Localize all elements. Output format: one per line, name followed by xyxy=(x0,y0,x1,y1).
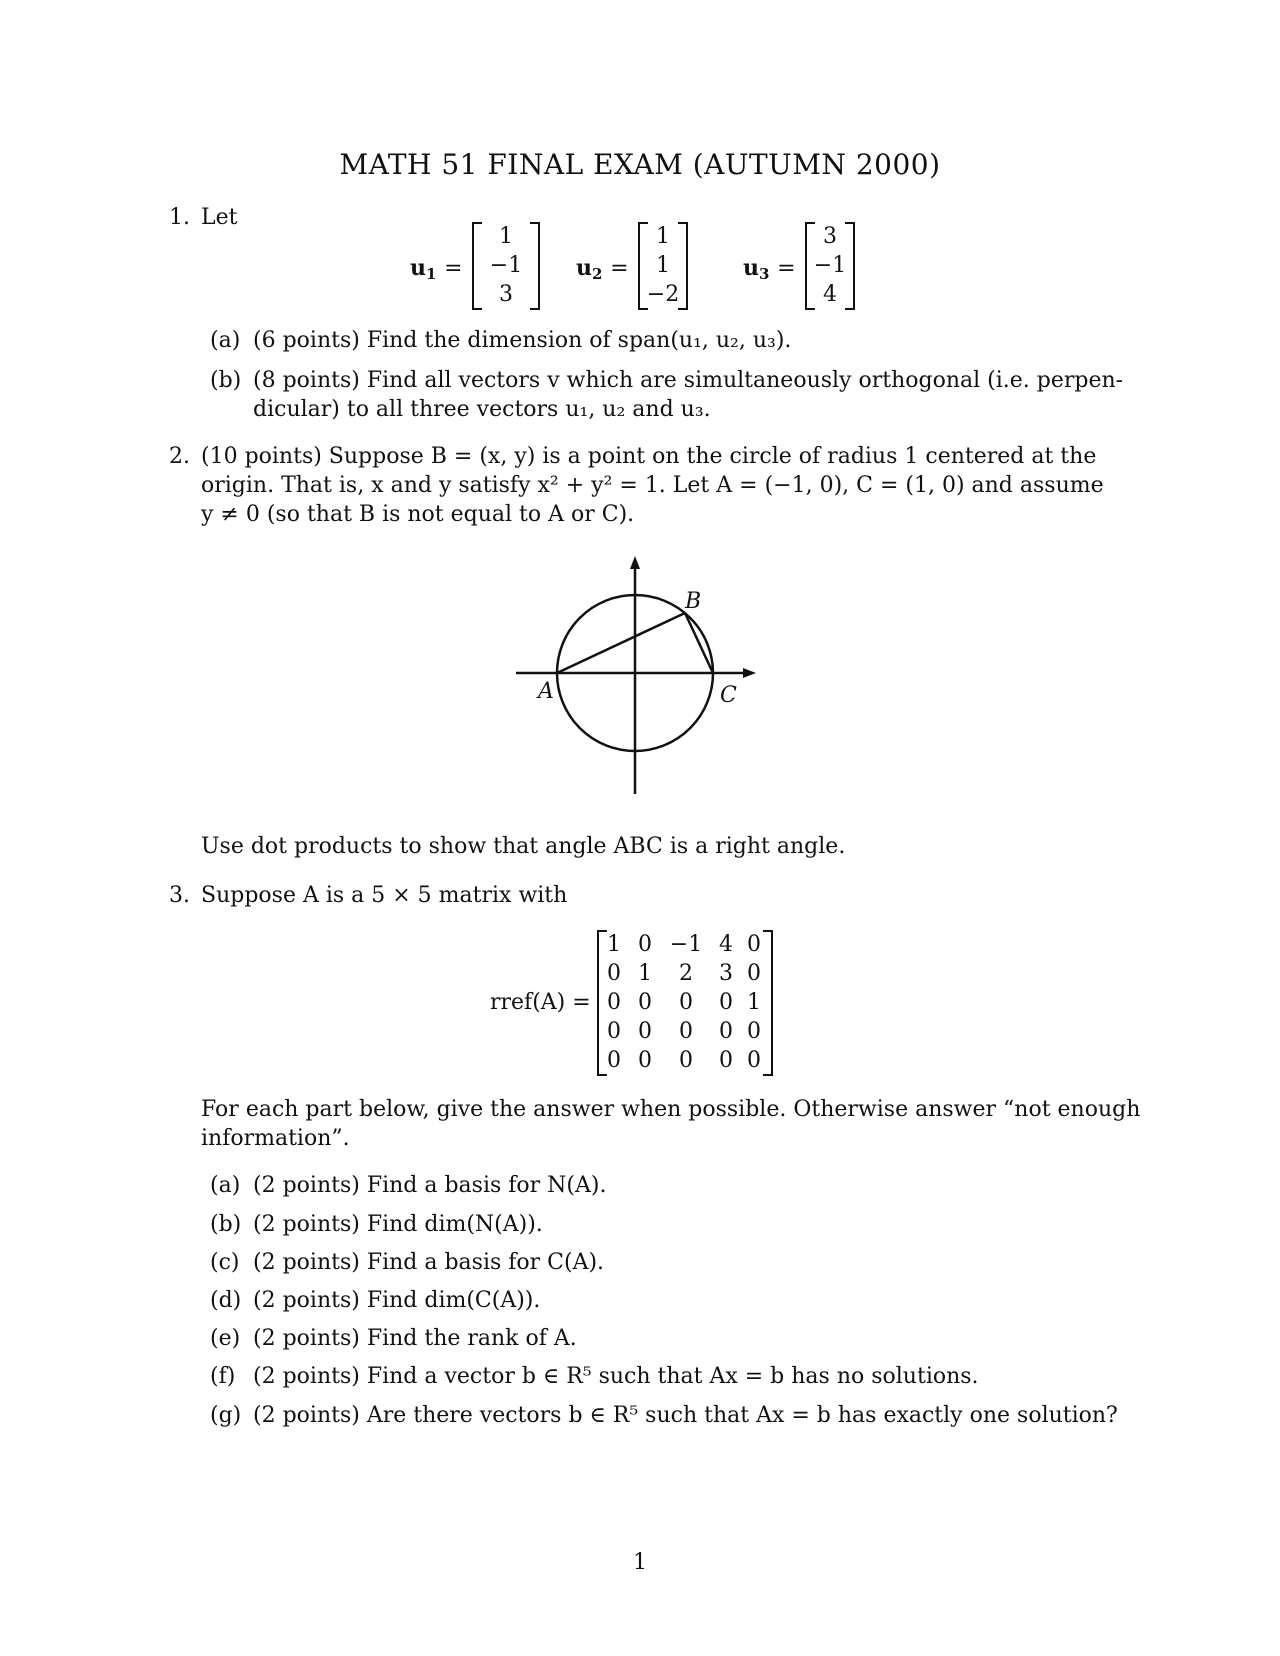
chord-bc xyxy=(685,613,713,673)
problem-2-line3: y ≠ 0 (so that B is not equal to A or C). xyxy=(201,502,635,527)
matrix-cell: −1 xyxy=(669,932,703,957)
problem-2-number: 2. xyxy=(169,444,190,469)
vector-u2 xyxy=(638,222,688,310)
matrix-cell: 0 xyxy=(638,990,652,1015)
point-b-label: B xyxy=(685,589,702,614)
vector-u3-label: $u_3$ = xyxy=(743,255,796,283)
matrix-cell: 0 xyxy=(638,932,652,957)
matrix-cell: 0 xyxy=(679,990,693,1015)
problem-3g-label: (g) xyxy=(210,1403,242,1428)
problem-1b-line2: dicular) to all three vectors u₁, u₂ and u₃. xyxy=(253,397,711,422)
vector-u3-entry: 3 xyxy=(823,224,837,249)
x-axis-arrow xyxy=(743,668,756,678)
problem-3b-label: (b) xyxy=(210,1212,242,1237)
matrix-cell: 0 xyxy=(719,1048,733,1073)
matrix-cell: 0 xyxy=(679,1048,693,1073)
circle-figure xyxy=(500,550,780,810)
problem-3f-label: (f) xyxy=(210,1364,236,1389)
problem-1b-label: (b) xyxy=(210,368,242,393)
problem-1-intro: Let xyxy=(201,205,238,230)
rref-label: rref(A) = xyxy=(490,990,591,1015)
problem-3a-label: (a) xyxy=(210,1173,241,1198)
problem-3c-label: (c) xyxy=(210,1250,240,1275)
matrix-cell: 0 xyxy=(638,1048,652,1073)
vector-u3 xyxy=(805,222,855,310)
vector-u2-entry: 1 xyxy=(656,224,670,249)
problem-3-instruction-line1: For each part below, give the answer when possible. Otherwise answer “not enough xyxy=(201,1097,1141,1122)
problem-2-line2: origin. That is, x and y satisfy x² + y² = 1. Let A = (−1, 0), C = (1, 0) and assume xyxy=(201,473,1104,498)
problem-3d-text: (2 points) Find dim(C(A)). xyxy=(253,1288,541,1313)
vector-u1-label: $u_1$ = xyxy=(410,255,463,283)
problem-1a-text: (6 points) Find the dimension of span(u₁, u₂, u₃). xyxy=(253,328,792,353)
vector-u2-label: $u_2$ = xyxy=(576,255,629,283)
problem-1b-line1: (8 points) Find all vectors v which are simultaneously orthogonal (i.e. perpen- xyxy=(253,368,1124,393)
vector-u1-entry: 3 xyxy=(499,282,513,307)
matrix-cell: 0 xyxy=(607,990,621,1015)
problem-3f-text: (2 points) Find a vector b ∈ R⁵ such that Ax = b has no solutions. xyxy=(253,1364,979,1389)
vector-u3-entry: −1 xyxy=(813,253,847,278)
matrix-cell: 1 xyxy=(747,990,761,1015)
problem-3a-text: (2 points) Find a basis for N(A). xyxy=(253,1173,607,1198)
problem-2-line1: (10 points) Suppose B = (x, y) is a point on the circle of radius 1 centered at the xyxy=(201,444,1097,469)
vector-u1-entry: −1 xyxy=(489,253,523,278)
vector-u1-entry: 1 xyxy=(499,224,513,249)
matrix-cell: 0 xyxy=(747,932,761,957)
matrix-cell: 0 xyxy=(607,1048,621,1073)
problem-3e-text: (2 points) Find the rank of A. xyxy=(253,1326,577,1351)
matrix-cell: 0 xyxy=(747,1048,761,1073)
problem-3-instruction-line2: information”. xyxy=(201,1126,350,1151)
problem-3b-text: (2 points) Find dim(N(A)). xyxy=(253,1212,543,1237)
matrix-cell: 1 xyxy=(638,961,652,986)
matrix-cell: 0 xyxy=(719,990,733,1015)
matrix-cell: 0 xyxy=(638,1019,652,1044)
matrix-cell: 3 xyxy=(719,961,733,986)
problem-3-intro: Suppose A is a 5 × 5 matrix with xyxy=(201,883,568,908)
matrix-cell: 0 xyxy=(607,961,621,986)
vector-u1 xyxy=(472,222,540,310)
matrix-cell: 0 xyxy=(719,1019,733,1044)
vector-u2-entry: 1 xyxy=(656,253,670,278)
page-number: 1 xyxy=(633,1550,647,1575)
exam-title: MATH 51 FINAL EXAM (AUTUMN 2000) xyxy=(339,148,941,181)
matrix-cell: 2 xyxy=(679,961,693,986)
y-axis-arrow xyxy=(630,556,640,569)
matrix-cell: 0 xyxy=(747,961,761,986)
problem-3e-label: (e) xyxy=(210,1326,241,1351)
problem-3-number: 3. xyxy=(169,883,190,908)
matrix-cell: 0 xyxy=(747,1019,761,1044)
problem-2-question: Use dot products to show that angle ABC is a right angle. xyxy=(201,834,846,859)
matrix-cell: 4 xyxy=(719,932,733,957)
point-c-label: C xyxy=(720,683,737,708)
problem-1a-label: (a) xyxy=(210,328,241,353)
matrix-cell: 1 xyxy=(607,932,621,957)
point-a-label: A xyxy=(538,679,554,704)
vector-u2-entry: −2 xyxy=(646,282,680,307)
vector-u3-entry: 4 xyxy=(823,282,837,307)
rref-matrix xyxy=(597,930,773,1076)
problem-3d-label: (d) xyxy=(210,1288,242,1313)
matrix-cell: 0 xyxy=(679,1019,693,1044)
problem-3c-text: (2 points) Find a basis for C(A). xyxy=(253,1250,605,1275)
problem-3g-text: (2 points) Are there vectors b ∈ R⁵ such that Ax = b has exactly one solution? xyxy=(253,1403,1118,1428)
problem-1-number: 1. xyxy=(169,205,190,230)
matrix-cell: 0 xyxy=(607,1019,621,1044)
